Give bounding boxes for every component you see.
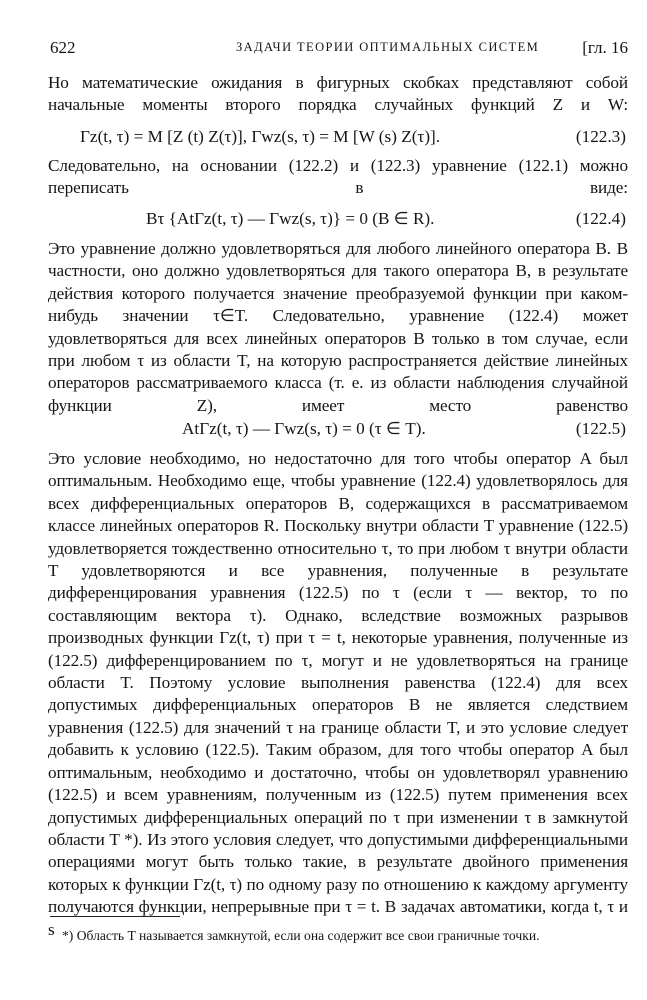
equation-122-4	[48, 206, 628, 232]
equation-122-3	[48, 124, 628, 150]
equation-122-5-number: (122.5)	[575, 419, 626, 438]
paragraph-4: Это условие необходимо, но недостаточно для того чтобы оператор A был оптимальным. Необходимо еще, чтобы уравнение (122.4) удовлетворялось для всех дифференциальных операторов B, содержащихся в рассматриваемом классе линейных операторов R. Поскольку внутри области T уравнение (122.5) удовлетворяется тождественно относительно τ, то при любом τ внутри области T удовлетворяются и все уравнения, полученные в результате дифференцирования уравнения (122.5) по τ (если τ — вектор, то по составляющим вектора τ). Однако, вследствие возможных разрывов производных функции Γz(t, τ) при τ = t, некоторые уравнения, полученные из (122.5) дифференцированием по τ, могут и не удовлетворяться на границе области T. Поэтому условие выполнения равенства (122.4) для всех допустимых дифференциальных операторов B не является следствием уравнения (122.5) для значений τ на границе области T, и это условие следует добавить к условию (122.5). Таким образом, для того чтобы оператор A был оптимальным, необходимо и достаточно, чтобы он удовлетворял уравнению (122.5) и всем уравнениям, полученным из (122.5) путем применения всех допустимых дифференциальных операций по τ при изменении τ в замкнутой области T *). Из этого условия следует, что допустимыми дифференциальными операциями могут быть только такие, в результате двойного применения которых к функции Γz(t, τ) по одному разу по отношению к каждому аргументу получаются функции, непрерывные при τ = t. В задачах автоматики, когда t, τ и s	[48, 449, 628, 939]
equation-122-3-number: (122.3)	[575, 127, 626, 146]
equation-122-4-number: (122.4)	[575, 209, 626, 228]
chapter-reference: [гл. 16	[582, 38, 628, 57]
paragraph-2: Следовательно, на основании (122.2) и (122.3) уравнение (122.1) можно переписать в виде:	[48, 156, 628, 198]
equation-122-5-body: AtΓz(t, τ) — Γwz(s, τ) = 0 (τ ∈ T).	[182, 419, 426, 438]
equation-122-4-body: Bτ {AtΓz(t, τ) — Γwz(s, τ)} = 0 (B ∈ R).	[146, 209, 435, 228]
equation-122-3-body: Γz(t, τ) = M [Z (t) Z(τ)], Γwz(s, τ) = M [W (s) Z(τ)].	[80, 127, 441, 146]
footnote: *) Область T называется замкнутой, если она содержит все свои граничные точки.	[62, 928, 540, 943]
equation-122-5	[48, 416, 628, 442]
footnote-separator	[50, 916, 180, 917]
paragraph-1: Но математические ожидания в фигурных скобках представляют собой начальные моменты второго порядка случайных функций Z и W:	[48, 73, 628, 115]
paragraph-3: Это уравнение должно удовлетворяться для любого линейного оператора B. В частности, оно должно удовлетворяться для такого оператора B, в результате действия которого получается значение преобразуемой функции при каком-нибудь значении τ∈T. Следовательно, уравнение (122.4) может удовлетворяться для всех линейных операторов B только в том случае, если при любом τ из области T, на которую распространяется действие линейных операторов рассматриваемого класса (т. е. из области наблюдения случайной функции Z), имеет место равенство	[48, 239, 628, 415]
running-title: ЗАДАЧИ ТЕОРИИ ОПТИМАЛЬНЫХ СИСТЕМ	[236, 40, 540, 54]
page-header	[50, 38, 628, 62]
page-number: 622	[50, 38, 76, 57]
